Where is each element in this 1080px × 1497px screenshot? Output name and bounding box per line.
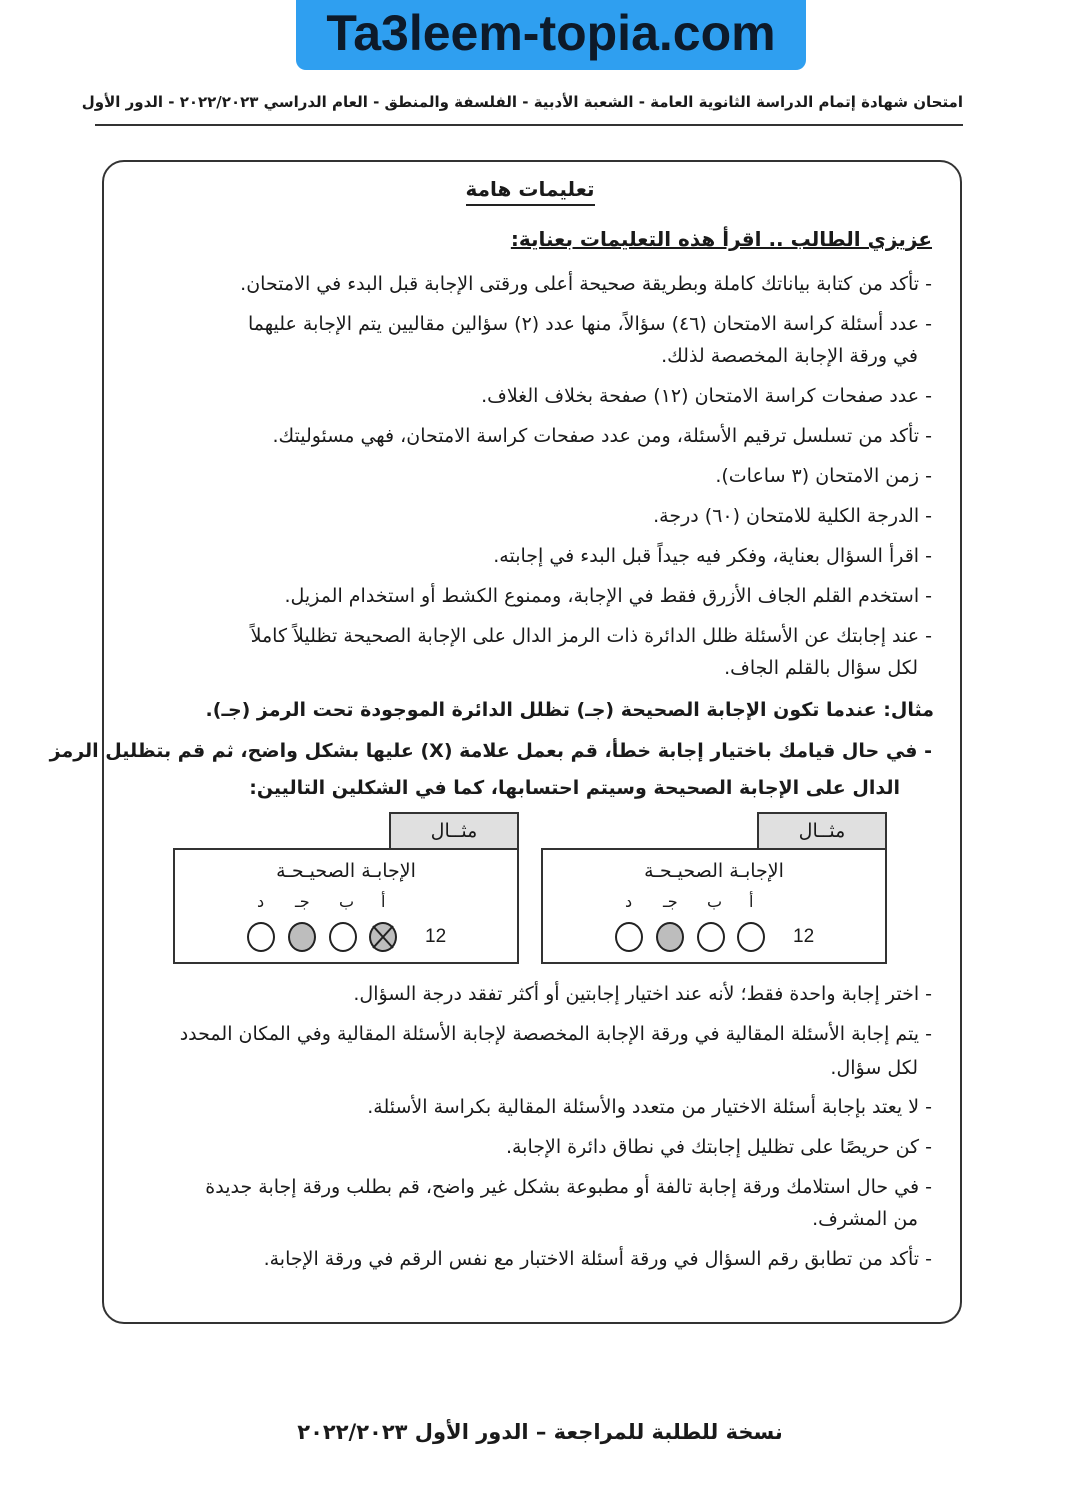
option-letter: جـ	[663, 892, 678, 911]
instruction-line: - اقرأ السؤال بعناية، وفكر فيه جيداً قبل البدء في إجابته.	[493, 545, 932, 567]
question-number: 12	[425, 926, 447, 947]
bubble-c-filled	[288, 922, 316, 952]
bubble-a	[737, 922, 765, 952]
bubble-b	[697, 922, 725, 952]
instruction-line: - في حال استلامك ورقة إجابة تالفة أو مطبوعة بشكل غير واضح، قم بطلب ورقة إجابة جديدة	[205, 1176, 932, 1198]
option-letter: د	[257, 892, 265, 911]
instruction-line: لكل سؤال بالقلم الجاف.	[724, 657, 918, 679]
instruction-line: - اختر إجابة واحدة فقط؛ لأنه عند اختيار إجابتين أو أكثر تفقد درجة السؤال.	[353, 983, 932, 1005]
instruction-line: لكل سؤال.	[830, 1057, 918, 1079]
correct-answer-label: الإجابـة الصحيـحـة	[276, 860, 416, 882]
instruction-line: - تأكد من تسلسل ترقيم الأسئلة، ومن عدد صفحات كراسة الامتحان، فهي مسئوليتك.	[272, 425, 932, 447]
bubble-d	[615, 922, 643, 952]
instruction-line: - تأكد من تطابق رقم السؤال في ورقة أسئلة الاختبار مع نفس الرقم في ورقة الإجابة.	[263, 1248, 932, 1270]
instruction-line: - عدد أسئلة كراسة الامتحان (٤٦) سؤالاً، منها عدد (٢) سؤالين مقاليين يتم الإجابة عليهما	[247, 313, 932, 335]
instructions-title-text: تعليمات هامة	[466, 177, 595, 206]
footer-text: نسخة للطلبة للمراجعة – الدور الأول ٢٠٢٢/٢٠٢٣	[297, 1420, 783, 1444]
option-letter: ب	[707, 892, 723, 911]
wrong-answer-note: - في حال قيامك باختيار إجابة خطأ، قم بعمل علامة (X) عليها بشكل واضح، ثم قم بتظليل الرمز	[49, 740, 932, 762]
example-box-corrected	[173, 812, 519, 962]
bubble-c-filled	[656, 922, 684, 952]
option-letter: أ	[381, 892, 386, 911]
option-letter: ب	[339, 892, 355, 911]
instruction-line: - زمن الامتحان (٣ ساعات).	[715, 465, 932, 487]
example-note: مثال: عندما تكون الإجابة الصحيحة (جـ) تظلل الدائرة الموجودة تحت الرمز (جـ).	[205, 699, 934, 721]
bubble-d	[247, 922, 275, 952]
exam-header: امتحان شهادة إتمام الدراسة الثانوية العامة - الشعبة الأدبية - الفلسفة والمنطق - العام الدراسي ٢٠٢٢/٢٠٢٣ - الدور الأول	[81, 93, 963, 111]
bubble-a-crossed	[369, 922, 397, 952]
instruction-line: - استخدم القلم الجاف الأزرق فقط في الإجابة، وممنوع الكشط أو استخدام المزيل.	[284, 585, 932, 607]
instruction-line: - تأكد من كتابة بياناتك كاملة وبطريقة صحيحة أعلى ورقتى الإجابة قبل البدء في الامتحان.	[240, 273, 932, 295]
instructions-title	[0, 176, 1060, 202]
header-divider	[95, 124, 963, 126]
instruction-line: - لا يعتد بإجابة أسئلة الاختيار من متعدد والأسئلة المقالية بكراسة الأسئلة.	[367, 1096, 932, 1118]
example-box-body	[173, 848, 519, 964]
correct-answer-label: الإجابـة الصحيـحـة	[644, 860, 784, 882]
example-tab: مثــال	[389, 812, 519, 848]
wrong-answer-note: الدال على الإجابة الصحيحة وسيتم احتسابها، كما في الشكلين التاليين:	[249, 777, 900, 799]
intro-text: عزيزي الطالب .. اقرأ هذه التعليمات بعناية:	[510, 227, 932, 251]
cross-mark-icon	[371, 924, 395, 950]
example-box-body	[541, 848, 887, 964]
site-logo-banner[interactable]: Ta3leem-topia.com	[296, 0, 806, 70]
option-letter: أ	[749, 892, 754, 911]
option-letter: جـ	[295, 892, 310, 911]
option-letters	[245, 892, 405, 914]
instruction-line: - كن حريصًا على تظليل إجابتك في نطاق دائرة الإجابة.	[505, 1136, 932, 1158]
instruction-line: - عند إجابتك عن الأسئلة ظلل الدائرة ذات الرمز الدال على الإجابة الصحيحة تظليلاً كاملاً	[250, 625, 932, 647]
bubble-b	[329, 922, 357, 952]
example-tab: مثــال	[757, 812, 887, 848]
instruction-line: - عدد صفحات كراسة الامتحان (١٢) صفحة بخلاف الغلاف.	[481, 385, 932, 407]
option-letter: د	[625, 892, 633, 911]
instruction-line: - الدرجة الكلية للامتحان (٦٠) درجة.	[653, 505, 932, 527]
instruction-line: في ورقة الإجابة المخصصة لذلك.	[661, 345, 918, 367]
example-box-correct	[541, 812, 887, 962]
instruction-line: - يتم إجابة الأسئلة المقالية في ورقة الإجابة المخصصة لإجابة الأسئلة المقالية وفي المكان المحدد	[179, 1023, 932, 1045]
option-letters	[613, 892, 773, 914]
instruction-line: من المشرف.	[812, 1208, 918, 1230]
question-number: 12	[793, 926, 815, 947]
